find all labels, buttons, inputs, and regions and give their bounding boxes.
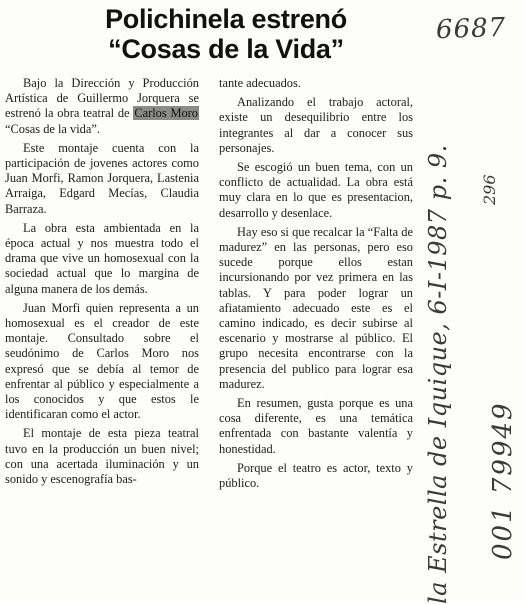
headline [36,4,416,64]
paragraph: En resumen, gusta porque es una cosa diferente, es una temática enfrentada con bastante valentía y honestidad. [219,396,413,456]
highlighted-author-name: Carlos Moro [134,106,198,121]
paragraph: La obra esta ambientada en la época actual y nos muestra todo el drama que vive un homosexual con la sociedad actual que lo margina de alguna manera de los demás. [5,220,199,296]
paragraph: Se escogió un buen tema, con un conflicto de actualidad. La obra está muy clara en lo que es presentacion, desarrollo y desenlace. [219,160,413,220]
paragraph: Este montaje cuenta con la participación de jovenes actores como Juan Morfi, Ramon Jorquera, Lastenia Arraiga, Edgard Mecías, Claudia Barraza. [5,140,199,216]
headline-line-1: Polichinela estrenó [105,4,347,34]
paragraph: Juan Morfi quien representa a un homosexual es el creador de este montaje. Consultado sobre el seudónimo de Carlos Moro nos expresó que se debía al temor de enfrentar al público y especialmente a los conocidos y que estos le identificaran como el actor. [5,300,199,422]
article-column-left [5,76,199,491]
headline-line-2: “Cosas de la Vida” [108,34,344,64]
paragraph: Porque el teatro es actor, texto y público. [219,460,413,491]
paragraph: El montaje de esta pieza teatral tuvo en la producción un buen nivel; con una acertada iluminación y un sonido y escenografía bas- [5,426,199,487]
paragraph: Analizando el trabajo actoral, existe un desequilibrio entre los integrantes al dar a conocer sus personajes. [219,95,413,155]
handwritten-archive-id: 6687 [435,12,507,46]
article-column-right [219,76,413,495]
handwritten-catalog-code: 001 79949 [488,401,518,560]
handwritten-note: 296 [480,174,499,205]
paragraph: Hay eso si que recalcar la “Falta de madurez” en las personas, pero eso sucede porque ellos estan incursionando por vez primera en las tablas. Y para poder lograr un afiatamiento adecuado este es el camino indicado, es decir subirse al escenario y mostrarse al público. El grupo necesita encontrarse con la presencia del publico para lograr esa madurez. [219,224,413,391]
paragraph: Bajo la Dirección y Producción Artística de Guillermo Jorquera se estrenó la obra teatral de Carlos Moro “Cosas de la vida”. [5,76,199,136]
paragraph: tante adecuados. [219,76,301,90]
handwritten-source: la Estrella de Iquique, 6-I-1987 p. 9. [424,144,452,604]
